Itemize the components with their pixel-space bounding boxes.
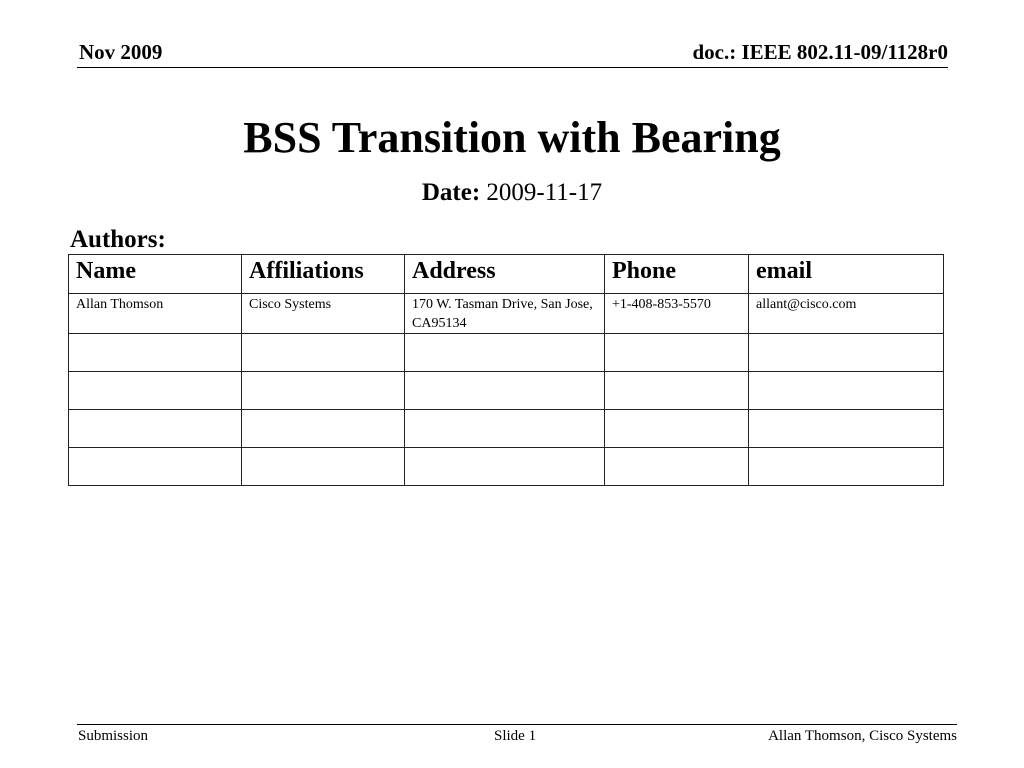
header-date: Nov 2009 — [79, 40, 163, 64]
footer-slide-number: Slide 1 — [494, 728, 537, 744]
cell-name — [69, 334, 242, 372]
footer-divider — [77, 724, 957, 725]
cell-affiliation — [242, 410, 405, 448]
cell-phone — [605, 410, 749, 448]
table-header-row — [69, 255, 944, 294]
cell-affiliation — [242, 372, 405, 410]
cell-name: Allan Thomson — [69, 294, 242, 334]
column-header-phone: Phone — [605, 255, 749, 294]
authors-label: Authors: — [70, 226, 166, 253]
cell-address — [405, 372, 605, 410]
cell-phone — [605, 334, 749, 372]
cell-email — [749, 448, 944, 486]
cell-phone — [605, 448, 749, 486]
cell-email — [749, 334, 944, 372]
cell-affiliation — [242, 334, 405, 372]
cell-email — [749, 410, 944, 448]
date-value: 2009-11-17 — [486, 179, 603, 206]
authors-table — [68, 254, 944, 486]
cell-affiliation: Cisco Systems — [242, 294, 405, 334]
cell-phone — [605, 372, 749, 410]
column-header-email: email — [749, 255, 944, 294]
header-divider — [77, 67, 948, 68]
table-row — [69, 410, 944, 448]
cell-email: allant@cisco.com — [749, 294, 944, 334]
footer-author: Allan Thomson, Cisco Systems — [768, 728, 957, 744]
cell-phone: +1-408-853-5570 — [605, 294, 749, 334]
column-header-affiliations: Affiliations — [242, 255, 405, 294]
cell-name — [69, 448, 242, 486]
footer-submission: Submission — [78, 728, 149, 744]
table-row — [69, 334, 944, 372]
table-row — [69, 294, 944, 334]
cell-name — [69, 372, 242, 410]
cell-email — [749, 372, 944, 410]
date-label: Date: — [421, 179, 481, 206]
slide-title: BSS Transition with Bearing — [243, 113, 781, 162]
cell-address — [405, 334, 605, 372]
table-row — [69, 372, 944, 410]
column-header-address: Address — [405, 255, 605, 294]
cell-address — [405, 448, 605, 486]
table-row — [69, 448, 944, 486]
cell-address: 170 W. Tasman Drive, San Jose, CA95134 — [405, 294, 605, 334]
cell-name — [69, 410, 242, 448]
column-header-name: Name — [69, 255, 242, 294]
cell-address — [405, 410, 605, 448]
cell-affiliation — [242, 448, 405, 486]
header-doc-id: doc.: IEEE 802.11-09/1128r0 — [692, 40, 948, 64]
date-line — [0, 179, 1024, 207]
